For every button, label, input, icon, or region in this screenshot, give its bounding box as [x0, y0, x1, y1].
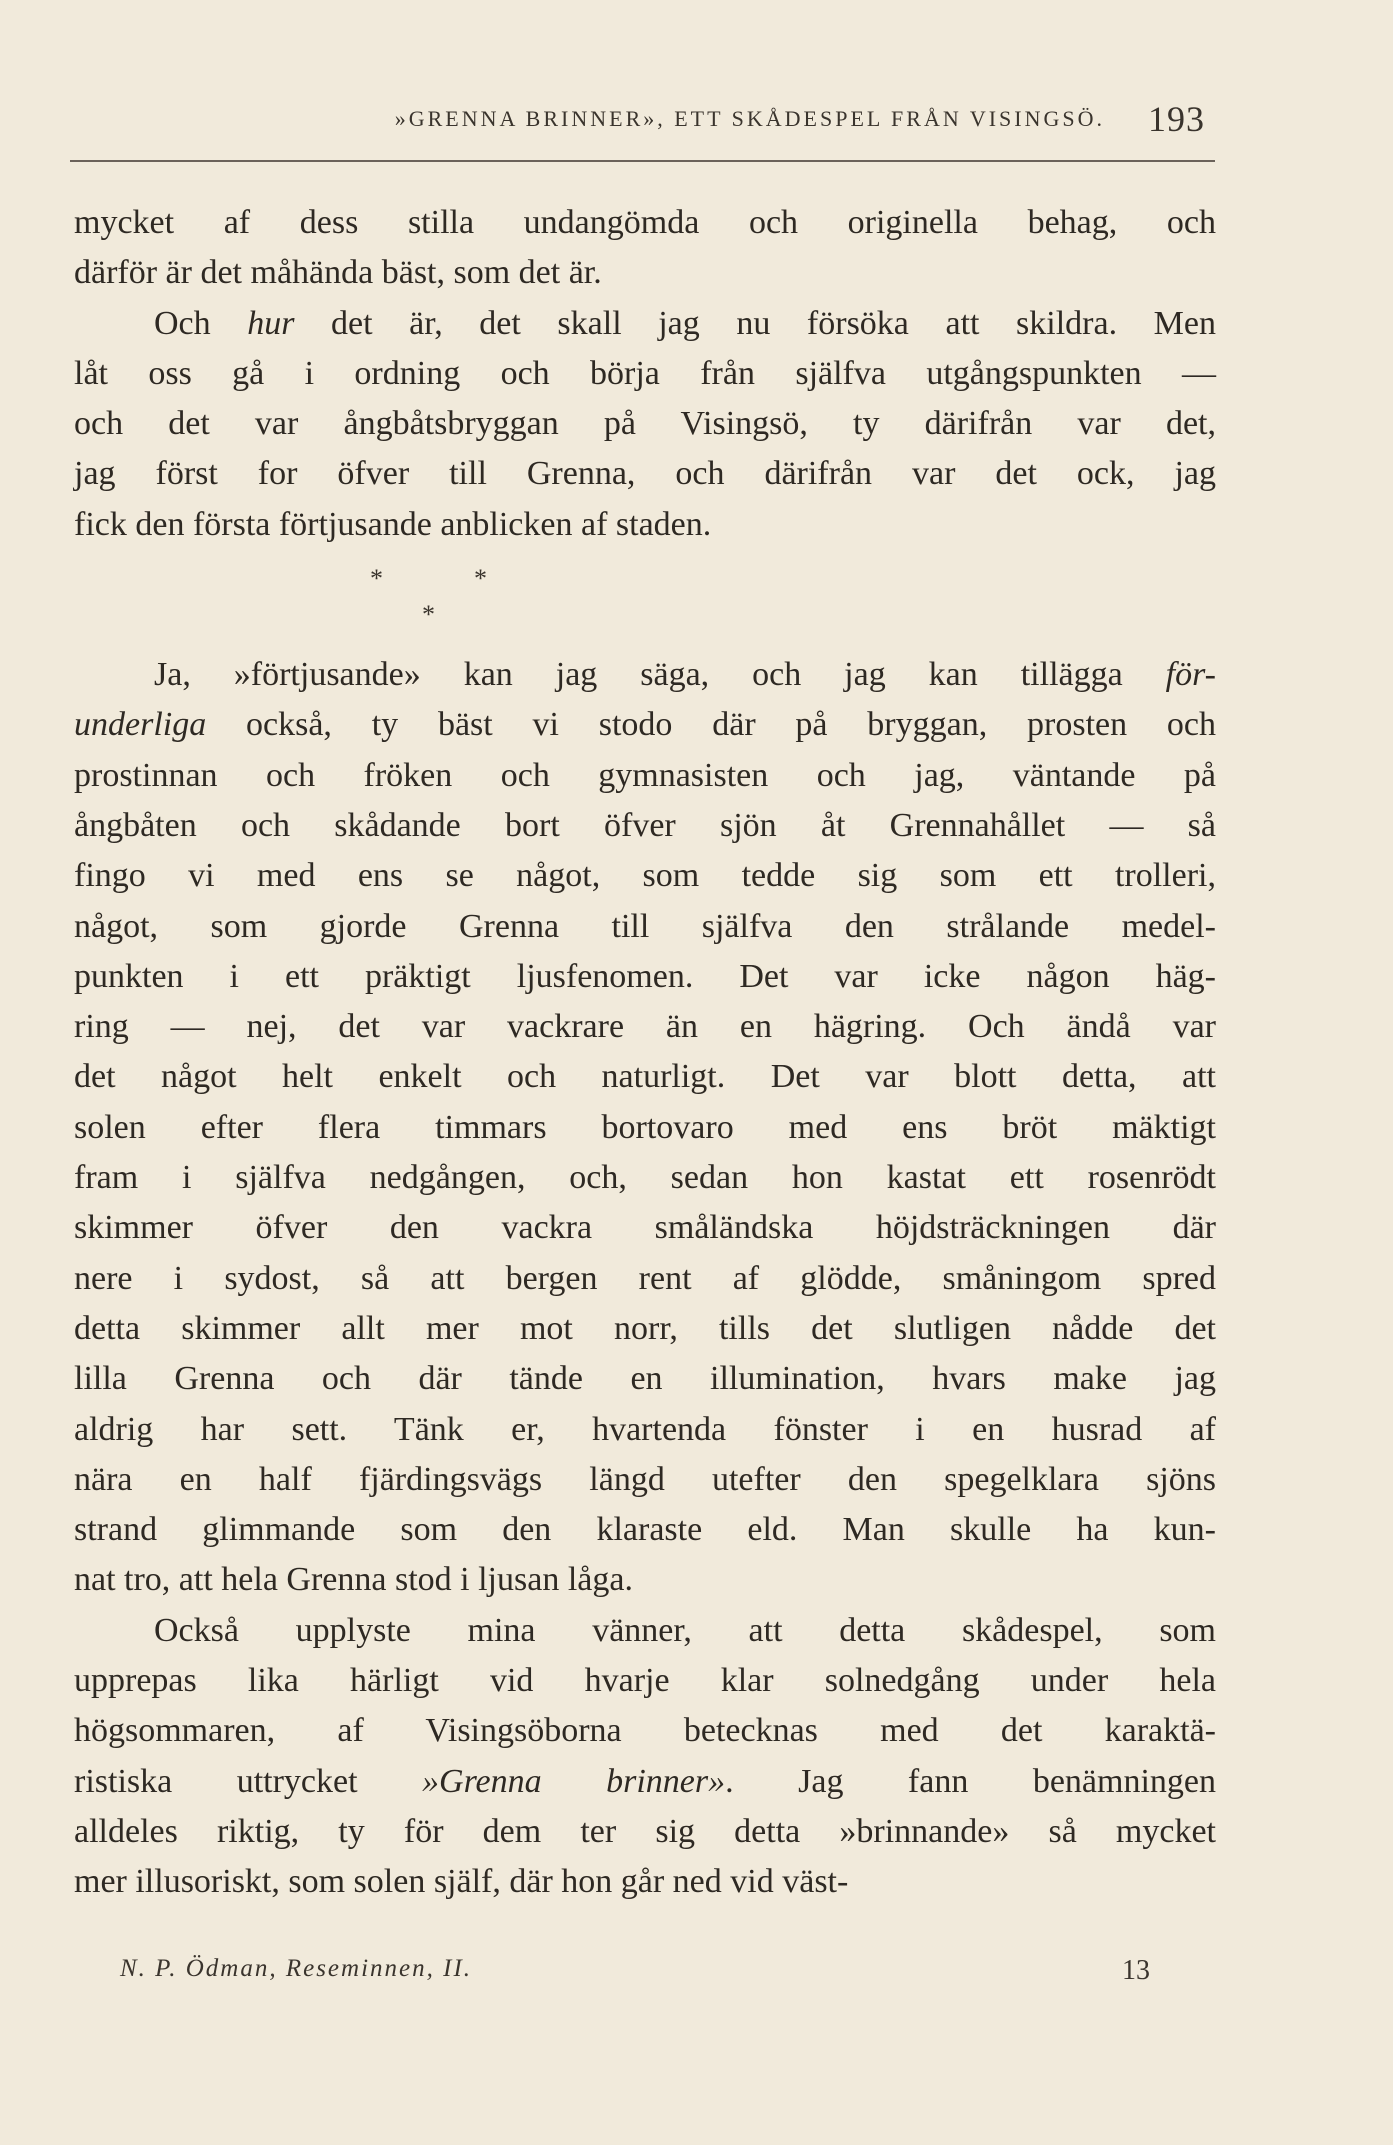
paragraph-2 [74, 299, 1216, 550]
text-line: fram i själfva nedgången, och, sedan hon kastat ett rosenrödt [74, 1159, 1216, 1197]
sheet-number: 13 [1122, 1955, 1150, 1986]
text-line: mer illusoriskt, som solen själf, där hon går ned vid väst- [74, 1863, 849, 1901]
running-title: »GRENNA BRINNER», ETT SKÅDESPEL FRÅN VISINGSÖ. [394, 106, 1105, 131]
text-line: solen efter flera timmars bortovaro med ens bröt mäktigt [74, 1108, 1216, 1146]
text-line: Också upplyste mina vänner, att detta skådespel, som [154, 1611, 1216, 1649]
body-text [74, 198, 1216, 1908]
text-line: ångbåten och skådande bort öfver sjön åt Grennahållet — så [74, 806, 1216, 844]
text-line: punkten i ett präktigt ljusfenomen. Det var icke någon häg- [74, 957, 1216, 995]
text-line [74, 299, 1216, 349]
text-line: skimmer öfver den vackra småländska höjdsträckningen där [74, 1209, 1216, 1247]
text-line: upprepas lika härligt vid hvarje klar solnedgång under hela [74, 1662, 1216, 1700]
text-line [74, 650, 1216, 700]
italic-run: hur [247, 304, 295, 342]
text-line: nat tro, att hela Grenna stod i ljusan låga. [74, 1561, 633, 1599]
signature-mark: N. P. Ödman, Reseminnen, II. [120, 1955, 473, 1982]
page-number: 193 [1148, 99, 1205, 139]
text-line: detta skimmer allt mer mot norr, tills det slutligen nådde det [74, 1309, 1216, 1347]
text-run: Och [154, 304, 248, 342]
text-run: Ja, »förtjusande» kan jag säga, och jag kan tillägga [154, 656, 1166, 694]
text-line: alldeles riktig, ty för dem ter sig detta »brinnande» så mycket [74, 1812, 1216, 1850]
text-line: fick den första förtjusande anblicken af staden. [74, 505, 712, 543]
text-line: jag först for öfver till Grenna, och därifrån var det ock, jag [74, 455, 1216, 493]
ornament-star: * [422, 600, 435, 630]
text-run: också, ty bäst vi stodo där på bryggan, prosten och [206, 706, 1216, 744]
text-line: det något helt enkelt och naturligt. Det var blott detta, att [74, 1058, 1216, 1096]
text-line: strand glimmande som den klaraste eld. Man skulle ha kun- [74, 1511, 1216, 1549]
asterism-ornament [74, 550, 1216, 650]
text-run: ristiska uttrycket [74, 1762, 423, 1800]
ornament-star: * [474, 564, 487, 594]
text-line: aldrig har sett. Tänk er, hvartenda fönster i en husrad af [74, 1410, 1216, 1448]
text-line [74, 1757, 1216, 1807]
text-line: nere i sydost, så att bergen rent af glödde, småningom spred [74, 1259, 1216, 1297]
text-line: högsommaren, af Visingsöborna betecknas med det karaktä- [74, 1712, 1216, 1750]
header-rule [70, 160, 1215, 162]
text-run: . Jag fann benämningen [725, 1762, 1216, 1800]
italic-run: underliga [74, 706, 207, 744]
text-line: låt oss gå i ordning och börja från själfva utgångspunkten — [74, 354, 1216, 392]
text-line: nära en half fjärdingsvägs längd utefter den spegelklara sjöns [74, 1460, 1216, 1498]
running-head [70, 96, 1215, 140]
text-line: prostinnan och fröken och gymnasisten och jag, väntande på [74, 756, 1216, 794]
text-run: det är, det skall jag nu försöka att skildra. Men [294, 304, 1216, 342]
ornament-star: * [370, 564, 383, 594]
text-line: ring — nej, det var vackrare än en hägring. Och ändå var [74, 1008, 1216, 1046]
italic-run: »Grenna brinner» [422, 1762, 726, 1800]
text-line: något, som gjorde Grenna till själfva den strålande medel- [74, 907, 1216, 945]
text-line [74, 700, 1216, 750]
italic-run: för- [1165, 656, 1216, 694]
text-line: mycket af dess stilla undangömda och originella behag, och [74, 204, 1216, 241]
paragraph-4 [74, 1606, 1216, 1908]
text-line: och det var ångbåtsbryggan på Visingsö, ty därifrån var det, [74, 405, 1216, 443]
paragraph-3 [74, 650, 1216, 1606]
paragraph-1 [74, 198, 1216, 299]
text-line: lilla Grenna och där tände en illumination, hvars make jag [74, 1360, 1216, 1398]
text-line: därför är det måhända bäst, som det är. [74, 254, 602, 292]
text-line: fingo vi med ens se något, som tedde sig som ett trolleri, [74, 857, 1216, 895]
page-footer [120, 1955, 1150, 1995]
